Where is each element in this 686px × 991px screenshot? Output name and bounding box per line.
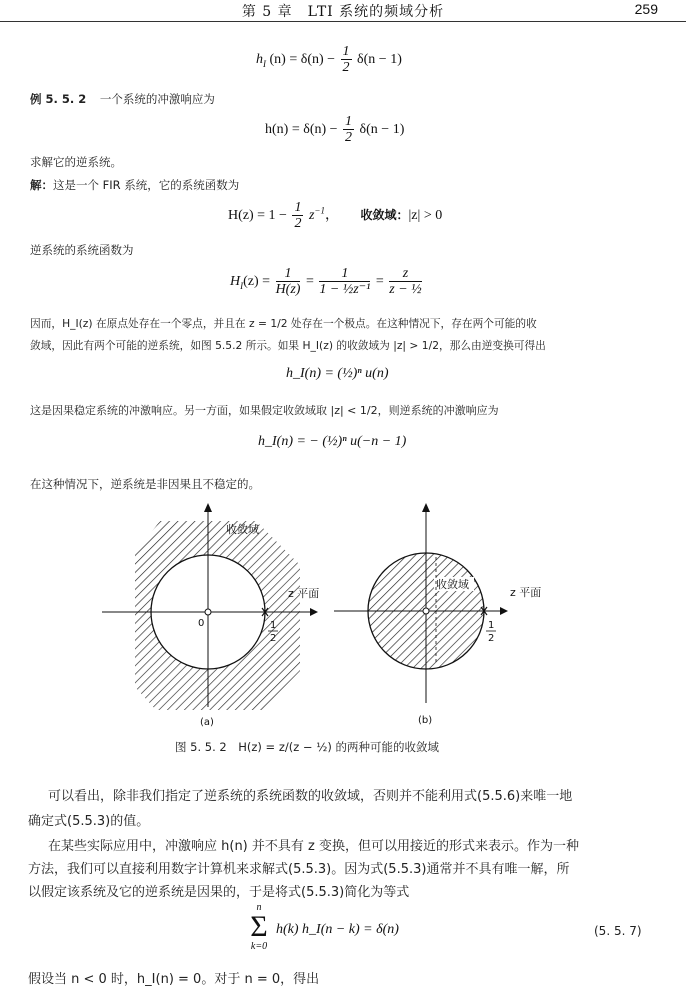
frac-den: 2	[342, 60, 350, 76]
frac-den: 2	[294, 216, 302, 232]
equation-hI-causal: h_I(n) = (½)ⁿ u(n)	[286, 366, 389, 381]
origin-label: 0	[198, 618, 205, 629]
eq-HI-eq: =	[305, 274, 314, 290]
panel-b	[334, 503, 541, 726]
frac-num: 1	[276, 266, 301, 282]
para1-line2: 敛域，因此有两个可能的逆系统，如图 5.5.2 所示。如果 H_I(z) 的收敛域为 |z| > 1/2，那么由逆变换可得出	[30, 339, 546, 352]
eq-H-sup: −1	[314, 205, 325, 216]
eq-h-frac	[343, 114, 354, 146]
body-line4: 方法，我们可以直接利用数字计算机来求解式(5.5.3)。因为式(5.5.3)通常并不具有唯一解，所	[28, 862, 570, 877]
imag-axis-arrow	[204, 503, 212, 512]
figure-roc	[0, 495, 686, 770]
roc-label-b: 收敛域	[436, 578, 469, 591]
eq-HI-frac1	[276, 266, 301, 298]
sublabel-a: (a)	[200, 717, 214, 728]
body-line1: 可以看出，除非我们指定了逆系统的系统函数的收敛域，否则并不能利用式(5.5.6)来唯一地	[48, 789, 573, 804]
half-num-b: 1	[488, 620, 495, 631]
real-axis-arrow	[310, 608, 318, 616]
equation-hI-anticausal: h_I(n) = − (½)ⁿ u(−n − 1)	[258, 434, 407, 449]
eq-HI-frac3	[389, 266, 421, 298]
sum-equation: h(k) h_I(n − k) = δ(n)	[276, 922, 399, 937]
frac-den: z − ½	[389, 282, 422, 298]
solution-line	[30, 177, 239, 193]
eq-frac	[341, 44, 352, 76]
eq-h-rhs: δ(n − 1)	[359, 122, 405, 138]
plane-label-b: z 平面	[510, 586, 542, 599]
panel-a	[102, 503, 319, 728]
zero-marker	[205, 609, 211, 615]
sum-bottom: k=0	[250, 941, 268, 952]
inverse-intro: 逆系统的系统函数为	[30, 243, 134, 257]
example-label: 例 5. 5. 2	[30, 92, 87, 106]
equation-HI	[230, 266, 424, 298]
roc-label: 收敛域：	[360, 208, 409, 223]
summation	[244, 902, 274, 952]
half-num-a: 1	[270, 620, 277, 631]
frac-den: H(z)	[275, 282, 301, 298]
figure-caption: 图 5. 5. 2 H(z) = z/(z − ½) 的两种可能的收敛域	[175, 740, 439, 754]
equation-H	[228, 200, 442, 232]
frac-den: 2	[345, 130, 353, 146]
solution-label: 解：	[30, 178, 53, 192]
real-axis-arrow-b	[500, 607, 508, 615]
plane-label-a: z 平面	[288, 587, 320, 600]
sum-top: n	[256, 902, 262, 913]
frac-num: 1	[294, 200, 302, 215]
equation-hI-top	[256, 44, 402, 76]
half-den-a: 2	[270, 633, 277, 644]
body-line2: 确定式(5.5.3)的值。	[28, 814, 150, 829]
body-line6: 假设当 n < 0 时，h_I(n) = 0。对于 n = 0，得出	[28, 972, 320, 987]
solution-text: 这是一个 FIR 系统，它的系统函数为	[53, 178, 240, 192]
para1-line1: 因而，H_I(z) 在原点处存在一个零点，并且在 z = 1/2 处存在一个极点。在这种情况下，存在两个可能的收	[30, 317, 537, 330]
eq-H-tail: ，	[324, 208, 339, 224]
eq-H-z: z	[308, 208, 315, 224]
imag-axis-arrow-b	[422, 503, 430, 512]
frac-num: 1	[319, 266, 370, 282]
eq-HI-frac2	[319, 266, 370, 298]
sublabel-b: (b)	[418, 715, 433, 726]
roc-label-a: 收敛域	[226, 523, 259, 536]
eq-h-lhs: h(n) = δ(n) −	[265, 122, 338, 138]
eq-sub: I	[263, 58, 266, 69]
eq-HI-sub: I	[240, 280, 244, 291]
eq-rhs-b: δ(n − 1)	[357, 52, 402, 68]
page-header	[0, 0, 686, 22]
eq-lhs: h	[256, 52, 263, 68]
example-line	[30, 91, 215, 107]
frac-den: 1 − ½z⁻¹	[319, 282, 371, 298]
sum-symbol: Σ	[250, 910, 268, 943]
body-line3: 在某些实际应用中，冲激响应 h(n) 并不具有 z 变换，但可以用接近的形式来表示。作为一种	[48, 839, 579, 854]
frac-num: 1	[342, 44, 350, 59]
eq-HI-lhs2: (z) =	[243, 274, 271, 290]
eq-HI-lhs: H	[230, 274, 241, 290]
body-line5: 以假定该系统及它的逆系统是因果的，于是将式(5.5.3)简化为等式	[28, 885, 410, 900]
para2: 这是因果稳定系统的冲激响应。另一方面，如果假定收敛域取 |z| < 1/2，则逆系统的冲激响应为	[30, 404, 499, 417]
example-intro: 一个系统的冲激响应为	[99, 92, 215, 106]
equation-h	[265, 114, 404, 146]
eq-rhs-a: (n) = δ(n) −	[269, 52, 336, 68]
para3: 在这种情况下，逆系统是非因果且不稳定的。	[30, 477, 260, 491]
page-number: 259	[634, 1, 658, 17]
frac-num: 1	[345, 114, 353, 129]
roc-value: |z| > 0	[408, 208, 443, 224]
half-den-b: 2	[488, 633, 495, 644]
eq-HI-eq2: =	[375, 274, 384, 290]
zero-marker-b	[423, 608, 429, 614]
frac-num: z	[389, 266, 421, 282]
chapter-title: 第 5 章 LTI 系统的频域分析	[241, 4, 445, 20]
eq-H-lhs: H(z) = 1 −	[228, 208, 287, 224]
equation-number: (5. 5. 7)	[594, 924, 642, 938]
example-ask: 求解它的逆系统。	[30, 155, 122, 169]
eq-H-frac	[292, 200, 303, 232]
